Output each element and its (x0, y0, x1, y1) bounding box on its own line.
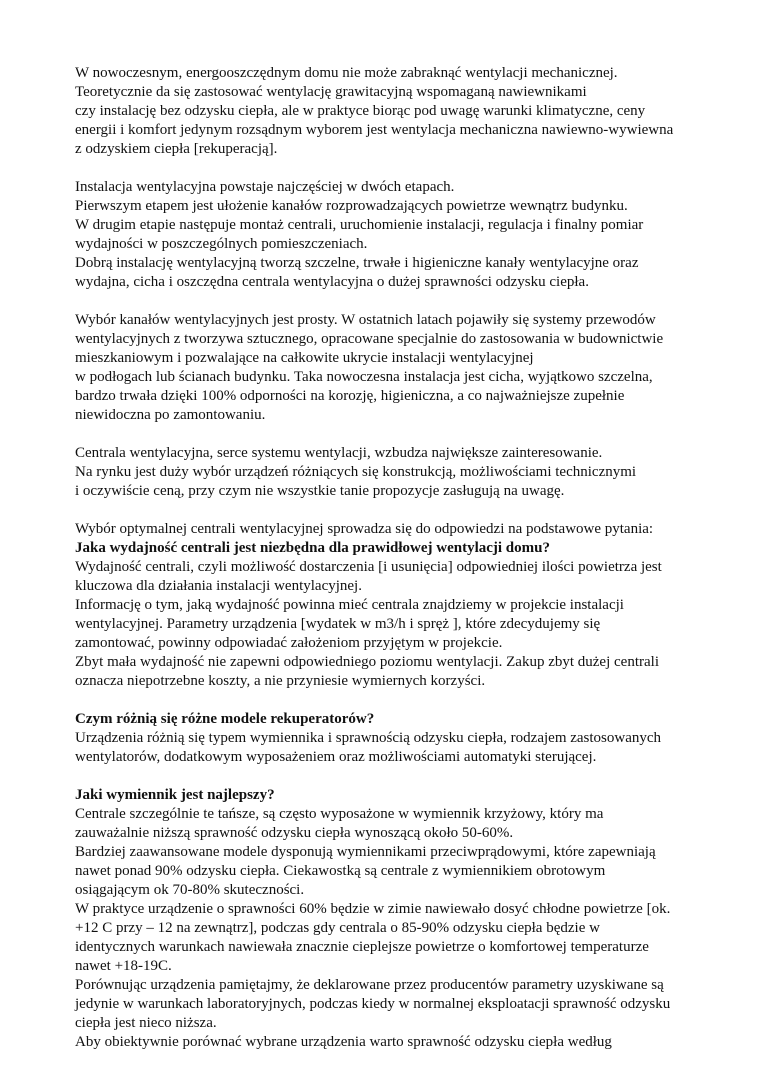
text-line: czy instalację bez odzysku ciepła, ale w praktyce biorąc pod uwagę warunki klimatyczne, ceny (75, 103, 646, 119)
text-line: Wybór optymalnej centrali wentylacyjnej sprowadza się do odpowiedzi na podstawowe pytania: (75, 521, 654, 537)
text-line: wentylacyjnej. Parametry urządzenia [wydatek w m3/h i spręż ], które zdecydujemy się (75, 616, 601, 632)
text-line: wydajna, cicha i oszczędna centrala wentylacyjna o dużej sprawności odzysku ciepła. (75, 274, 589, 290)
text-line: wentylacyjnych z tworzywa sztucznego, opracowane specjalnie do zastosowania w budownictwie (75, 331, 664, 347)
paragraph (75, 311, 725, 425)
text-line: Urządzenia różnią się typem wymiennika i sprawnością odzysku ciepła, rodzajem zastosowanych (75, 730, 662, 746)
text-line: Bardziej zaawansowane modele dysponują wymiennikami przeciwprądowymi, które zapewniają (75, 844, 656, 860)
section-heading: Jaki wymiennik jest najlepszy? (75, 787, 275, 803)
text-line: oznacza niepotrzebne koszty, a nie przyniesie wymiernych korzyści. (75, 673, 486, 689)
text-line: identycznych warunkach nawiewała znacznie cieplejsze powietrze o komfortowej temperaturze (75, 939, 649, 955)
text-line: W nowoczesnym, energooszczędnym domu nie może zabraknąć wentylacji mechanicznej. (75, 65, 618, 81)
paragraph (75, 64, 725, 159)
text-line: jedynie w warunkach laboratoryjnych, podczas kiedy w normalnej eksploatacji sprawność odzysku (75, 996, 671, 1012)
text-line: Teoretycznie da się zastosować wentylację grawitacyjną wspomaganą nawiewnikami (75, 84, 587, 100)
paragraph (75, 710, 725, 767)
text-line: wentylatorów, dodatkowym wyposażeniem oraz możliwościami automatyki sterującej. (75, 749, 597, 765)
text-line: Pierwszym etapem jest ułożenie kanałów rozprowadzających powietrze wewnątrz budynku. (75, 198, 628, 214)
text-line: Centrale szczególnie te tańsze, są często wyposażone w wymiennik krzyżowy, który ma (75, 806, 604, 822)
text-line: mieszkaniowym i pozwalające na całkowite ukrycie instalacji wentylacyjnej (75, 350, 534, 366)
paragraph (75, 444, 725, 501)
text-line: energii i komfort jedynym rozsądnym wyborem jest wentylacja mechaniczna nawiewno-wywiewna (75, 122, 674, 138)
text-line: ciepła jest nieco niższa. (75, 1015, 217, 1031)
text-line: wydajności w poszczególnych pomieszczeniach. (75, 236, 368, 252)
text-line: Zbyt mała wydajność nie zapewni odpowiedniego poziomu wentylacji. Zakup zbyt dużej centrali (75, 654, 659, 670)
text-line: Centrala wentylacyjna, serce systemu wentylacji, wzbudza największe zainteresowanie. (75, 445, 603, 461)
text-line: w podłogach lub ścianach budynku. Taka nowoczesna instalacja jest cicha, wyjątkowo szczelna, (75, 369, 653, 385)
paragraph (75, 786, 725, 1052)
text-line: niewidoczna po zamontowaniu. (75, 407, 266, 423)
section-heading: Jaka wydajność centrali jest niezbędna dla prawidłowej wentylacji domu? (75, 540, 550, 556)
text-line: nawet +18-19C. (75, 958, 172, 974)
text-line: bardzo trwała dzięki 100% odporności na korozję, higieniczna, a co najważniejsze zupełnie (75, 388, 625, 404)
text-line: Dobrą instalację wentylacyjną tworzą szczelne, trwałe i higieniczne kanały wentylacyjne oraz (75, 255, 639, 271)
text-line: W drugim etapie następuje montaż centrali, uruchomienie instalacji, regulacja i finalny pomiar (75, 217, 644, 233)
text-line: Aby obiektywnie porównać wybrane urządzenia warto sprawność odzysku ciepła według (75, 1034, 612, 1050)
text-line: kluczowa dla działania instalacji wentylacyjnej. (75, 578, 362, 594)
text-line: Wydajność centrali, czyli możliwość dostarczenia [i usunięcia] odpowiedniej ilości powietrza jest (75, 559, 662, 575)
section-heading: Czym różnią się różne modele rekuperatorów? (75, 711, 375, 727)
document-page (75, 64, 725, 1071)
paragraph (75, 178, 725, 292)
text-line: nawet ponad 90% odzysku ciepła. Ciekawostką są centrale z wymiennikiem obrotowym (75, 863, 606, 879)
text-line: zamontować, powinny odpowiadać założeniom przyjętym w projekcie. (75, 635, 503, 651)
text-line: +12 C przy – 12 na zewnątrz], podczas gdy centrala o 85-90% odzysku ciepła będzie w (75, 920, 600, 936)
text-line: i oczywiście ceną, przy czym nie wszystkie tanie propozycje zasługują na uwagę. (75, 483, 565, 499)
text-line: Porównując urządzenia pamiętajmy, że deklarowane przez producentów parametry uzyskiwane są (75, 977, 664, 993)
paragraph (75, 520, 725, 691)
text-line: Instalacja wentylacyjna powstaje najczęściej w dwóch etapach. (75, 179, 455, 195)
text-line: Informację o tym, jaką wydajność powinna mieć centrala znajdziemy w projekcie instalacji (75, 597, 624, 613)
text-line: osiągającym ok 70-80% skuteczności. (75, 882, 305, 898)
text-line: z odzyskiem ciepła [rekuperacją]. (75, 141, 278, 157)
text-line: zauważalnie niższą sprawność odzysku ciepła wynoszącą około 50-60%. (75, 825, 514, 841)
text-line: W praktyce urządzenie o sprawności 60% będzie w zimie nawiewało dosyć chłodne powietrze [ok. (75, 901, 671, 917)
text-line: Na rynku jest duży wybór urządzeń różniących się konstrukcją, możliwościami technicznymi (75, 464, 637, 480)
text-line: Wybór kanałów wentylacyjnych jest prosty. W ostatnich latach pojawiły się systemy przewodów (75, 312, 656, 328)
